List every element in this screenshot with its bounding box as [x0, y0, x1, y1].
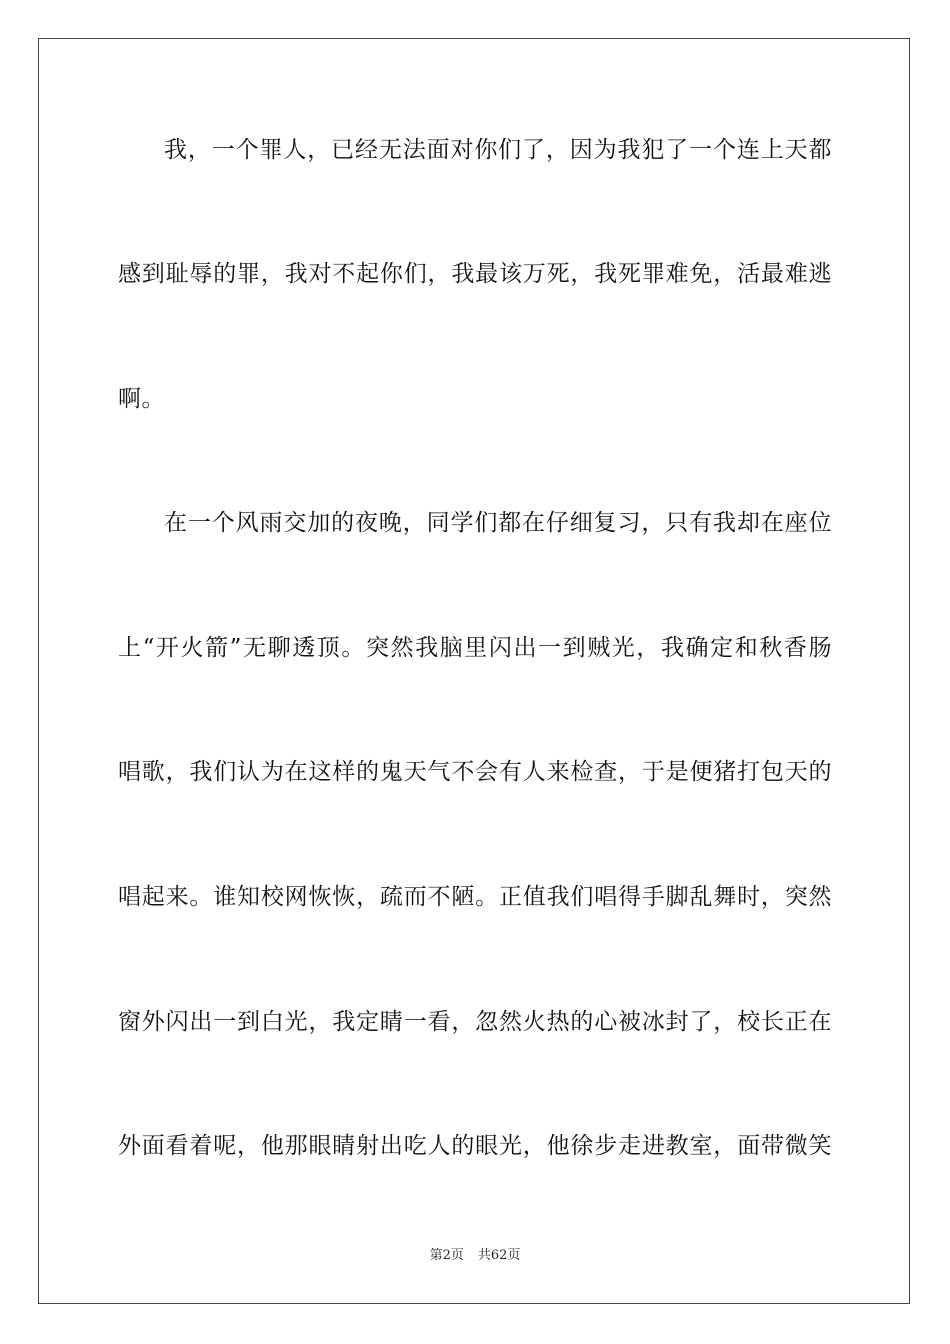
text-line-2: 感到耻辱的罪，我对不起你们，我最该万死，我死罪难免，活最难逃	[118, 261, 832, 287]
page-border	[38, 38, 910, 1304]
text-line-6: 唱歌，我们认为在这样的鬼天气不会有人来检查，于是便猪打包天的	[118, 759, 832, 785]
text-line-7: 唱起来。谁知校网恢恢，疏而不陋。正值我们唱得手脚乱舞时，突然	[118, 884, 832, 910]
text-line-8: 窗外闪出一到白光，我定睛一看，忽然火热的心被冰封了，校长正在	[118, 1009, 832, 1035]
text-line-4: 在一个风雨交加的夜晚，同学们都在仔细复习，只有我却在座位	[164, 510, 832, 536]
page-footer	[0, 1247, 950, 1265]
text-line-1: 我，一个罪人，已经无法面对你们了，因为我犯了一个连上天都	[164, 137, 832, 163]
text-line-9: 外面看着呢，他那眼睛射出吃人的眼光，他徐步走进教室，面带微笑	[118, 1133, 832, 1159]
page-total: 共62页	[477, 1248, 521, 1263]
text-line-3: 啊。	[118, 386, 165, 412]
text-line-5: 上“开火箭”无聊透顶。突然我脑里闪出一到贼光，我确定和秋香肠	[118, 635, 832, 661]
page-number: 第2页	[429, 1248, 464, 1263]
